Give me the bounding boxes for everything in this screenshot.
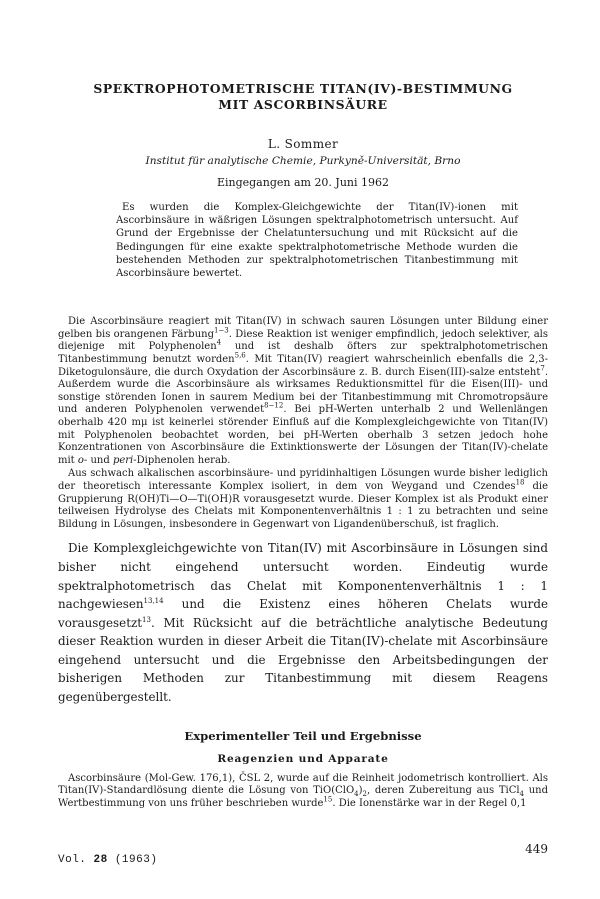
citation: 7 xyxy=(540,364,545,373)
citation: 5,6 xyxy=(234,351,246,360)
title-line-1: SPEKTROPHOTOMETRISCHE TITAN(IV)-BESTIMMUNG xyxy=(93,81,513,96)
title-line-2: MIT ASCORBINSÄURE xyxy=(218,97,388,112)
citation: 13 xyxy=(142,615,151,624)
section-heading: Experimenteller Teil und Ergebnisse xyxy=(184,728,422,743)
citation: 13,14 xyxy=(143,597,164,606)
body-paragraph-3: Die Komplexgleichgewichte von Titan(IV) mit Ascorbinsäure in Lösungen sind bisher nicht eingehend untersucht worden. Eindeutig wurde spektralphotometrisch das Chelat mit Komponentenverhältnis 1 : 1 nachgewiesen$^{13,14}$ und die Existenz eines höheren Chelats wurde vorausgesetzt$^{13}$. Mit Rücksicht auf die beträchtliche analytische Bedeutung dieser Reaktion wurden in dieser Arbeit die Titan(IV)-chelate mit Ascorbinsäure eingehend untersucht und die Ergebnisse den Arbeitsbedingungen der bisherigen Methoden zur Titanbestimmung mit diesem Reagens gegenübergestellt. xyxy=(58,541,548,705)
page-number: 449 xyxy=(525,842,548,856)
author-institution: Institut für analytische Chemie, Purkyně-Universität, Brno xyxy=(145,155,461,167)
citation: 4 xyxy=(216,339,222,348)
paper-title xyxy=(58,0,548,113)
abstract xyxy=(116,201,518,280)
journal-volume: Vol. 28 (1963) xyxy=(58,854,158,866)
received-date: Eingegangen am 20. Juni 1962 xyxy=(216,176,390,189)
citation: 18 xyxy=(515,478,525,487)
body-paragraph-1: Die Ascorbinsäure reagiert mit Titan(IV) in schwach sauren Lösungen unter Bildung einer gelben bis orangenen Färbung$^{1-3}$. Diese Reaktion ist weniger empfindlich, jedoch selektiver, als diejenige mit Polyphenolen$^4$ und ist deshalb öfters zur spektralphotometrischen Titanbestimmung benutzt worden$^{5,6}$. Mit Titan(IV) reagiert wahrscheinlich ebenfalls die 2,3-Diketogulonsäure, die durch Oxydation der Ascorbinsäure z. B. durch Eisen(III)-salze entsteht$^7$. Außerdem wurde die Ascorbinsäure als wirksames Reduktionsmittel für die Eisen(III)- und sonstige störenden Ionen in saurem Medium bei der Titanbestimmung mit Chromotropsäure und anderen Polyphenolen verwendet$^{8-12}$. Bei pH-Werten unterhalb 2 und Wellenlängen oberhalb 420 mμ ist keinerlei störender Einfluß auf die Komplexgleichgewichte von Titan(IV) mit Polyphenolen beobachtet worden, bei pH-Werten oberhalb 3 setzen jedoch hohe Konzentrationen von Ascorbinsäure die Extinktionswerte der Lösungen der Titan(IV)-chelate mit o- und peri-Diphenolen herab. xyxy=(58,316,548,466)
subsection-heading: Reagenzien und Apparate xyxy=(217,752,389,765)
body-paragraph-2: Aus schwach alkalischen ascorbinsäure- und pyridinhaltigen Lösungen wurde bisher lediglich der theoretisch interessante Komplex isoliert, in dem von Weygand und Czendes$^{18}$ die Gruppierung R(OH)Ti—O—Ti(OH)R vorausgesetzt wurde. Dieser Komplex ist als Produkt einer teilweisen Hydrolyse des Chelats mit Komponentenverhältnis 1 : 1 zu betrachten und seine Bildung in Lösungen, insbesondere in Gegenwart von Ligandenüberschuß, ist fraglich. xyxy=(58,468,548,530)
citation: 8−12 xyxy=(264,402,284,411)
citation: 1−3 xyxy=(213,326,229,335)
author-name: L. Sommer xyxy=(267,137,339,151)
page-footer xyxy=(58,842,548,866)
citation: 15 xyxy=(323,795,333,804)
abstract-text: Es wurden die Komplex-Gleichgewichte der Titan(IV)-ionen mit Ascorbinsäure in wäßrigen Lösungen spektralphotometrisch untersucht. Auf Grund der Ergebnisse der Chelatuntersuchung und mit Rücksicht auf die Bedingungen für eine exakte spektralphotometrische Methode wurden die bestehenden Methoden zur spektralphotometrischen Titanbestimmung mit Ascorbinsäure bewertet. xyxy=(116,202,518,280)
body-paragraph-4: Ascorbinsäure (Mol-Gew. 176,1), ČSL 2, wurde auf die Reinheit jodometrisch kontrolliert. Als Titan(IV)-Standardlösung diente die Lösung von $TiO(ClO_4)_2$, deren Zubereitung aus TiCl$_4$ und Wertbestimmung von uns früher beschrieben wurde$^{15}$. Die Ionenstärke war in der Regel 0,1 xyxy=(58,772,548,809)
